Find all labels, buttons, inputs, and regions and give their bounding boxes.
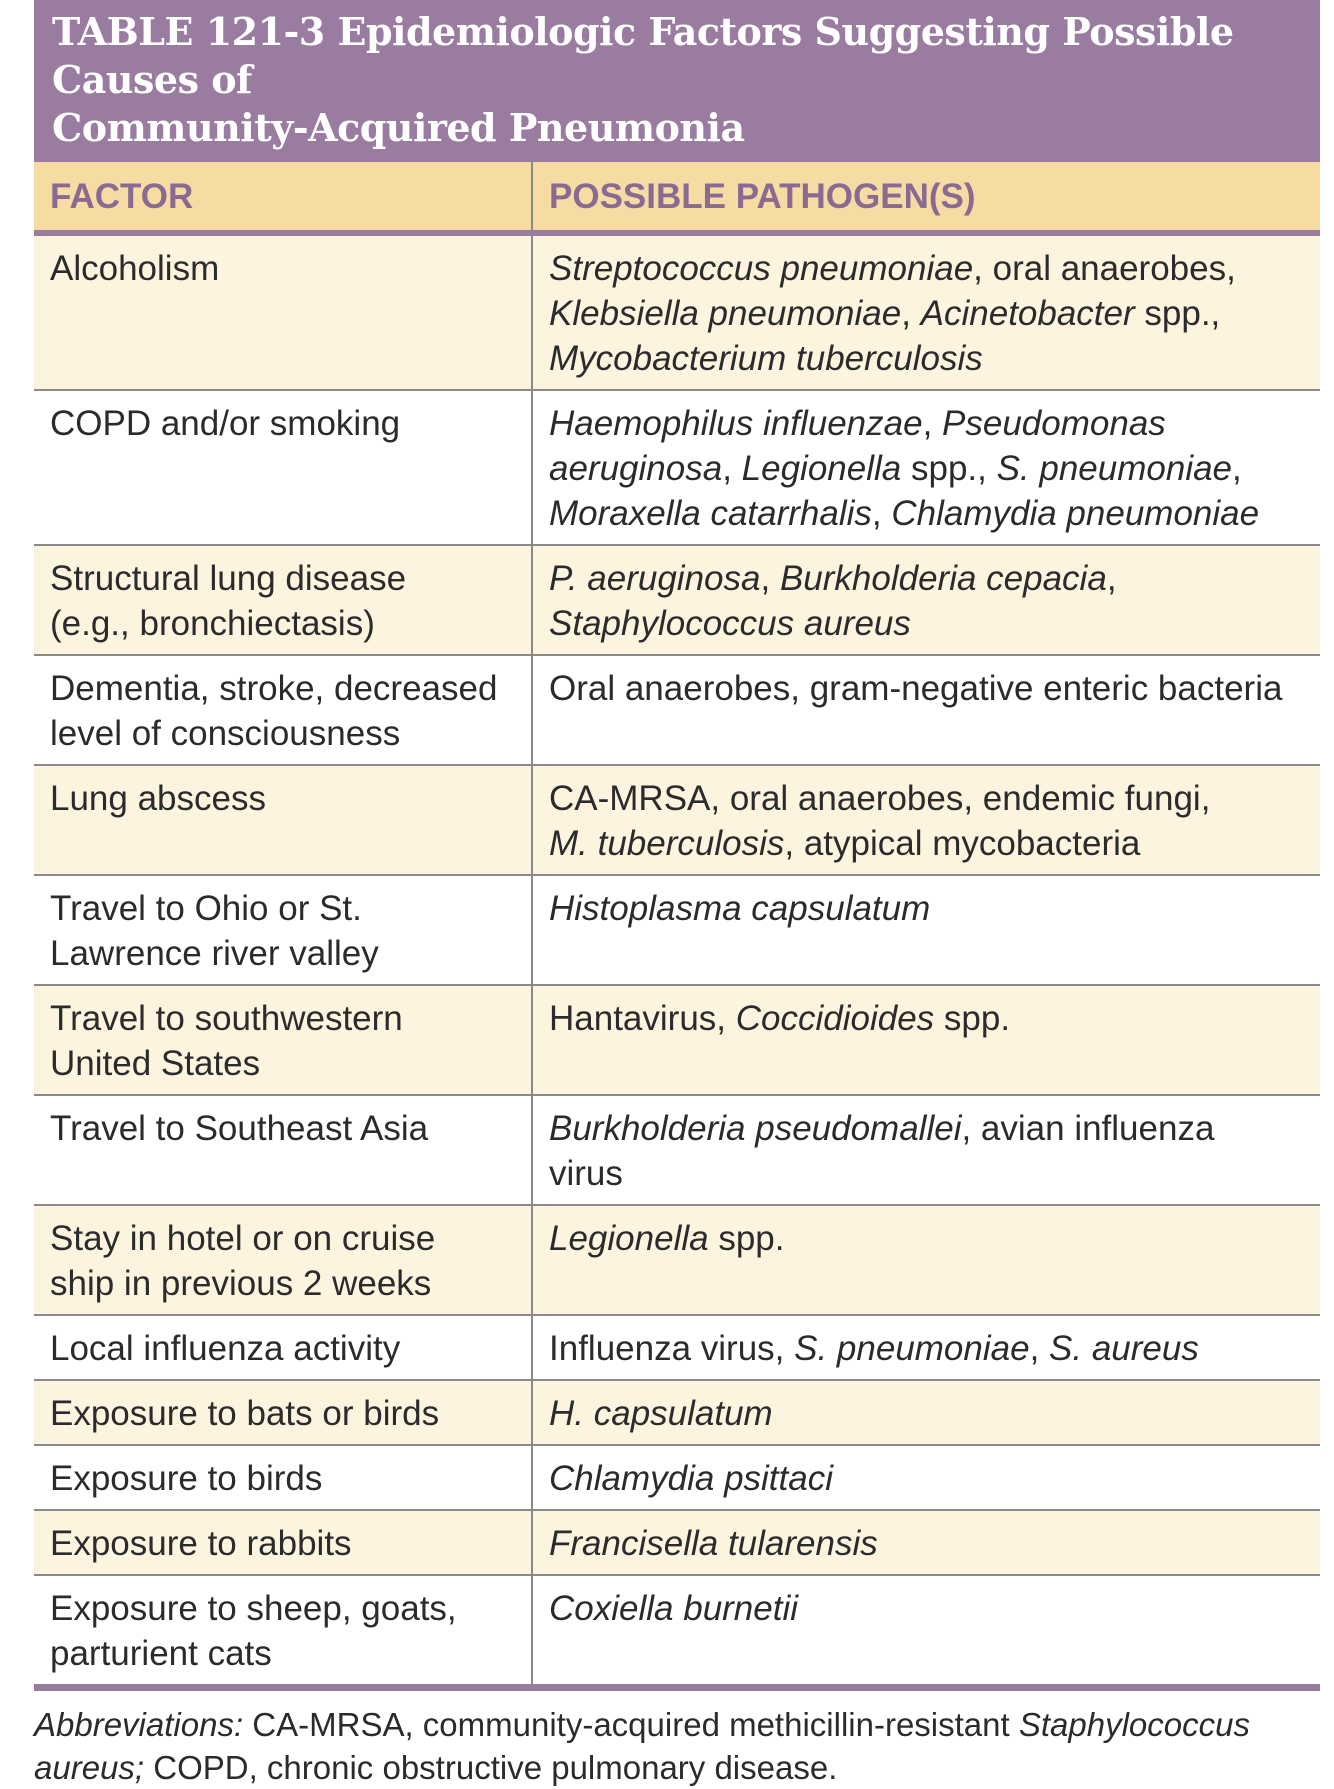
pathogen-name-italic: Haemophilus influenzae	[549, 404, 923, 443]
pathogens-line	[549, 1216, 1304, 1261]
pathogens-line	[549, 246, 1304, 291]
pathogen-name-italic: M. tuberculosis	[549, 824, 785, 863]
pathogens-line	[549, 1151, 1304, 1196]
factor-line: Exposure to rabbits	[50, 1524, 352, 1563]
pathogens-line	[549, 821, 1304, 866]
table-row	[34, 1575, 1320, 1688]
table-row	[34, 1095, 1320, 1205]
footnote-text: Abbreviations:	[34, 1706, 244, 1743]
factor-line: Stay in hotel or on cruise	[50, 1219, 436, 1258]
pathogens-cell	[532, 1575, 1320, 1688]
pathogen-name-italic: S. pneumoniae	[996, 449, 1233, 488]
factor-cell	[34, 1095, 532, 1205]
factor-line: Local influenza activity	[50, 1329, 401, 1368]
factor-cell	[34, 985, 532, 1095]
table-title-line-1: TABLE 121-3 Epidemiologic Factors Suggesting Possible Causes of	[52, 9, 1234, 102]
pathogen-name-italic: Moraxella catarrhalis	[549, 494, 872, 533]
pathogens-line	[549, 666, 1304, 711]
factor-cell	[34, 655, 532, 765]
factor-cell	[34, 390, 532, 545]
pathogen-text: ,	[760, 559, 780, 598]
factor-cell	[34, 233, 532, 390]
pathogen-name-italic: Staphylococcus aureus	[549, 604, 911, 643]
pathogens-cell	[532, 1315, 1320, 1380]
footnote-text: aureus;	[34, 1749, 145, 1786]
table-row	[34, 875, 1320, 985]
factor-cell	[34, 545, 532, 655]
factor-line: COPD and/or smoking	[50, 404, 401, 443]
pathogen-text: CA-MRSA, oral anaerobes, endemic fungi,	[549, 779, 1211, 818]
table-title-line-2: Community-Acquired Pneumonia	[52, 105, 745, 150]
table-row	[34, 1445, 1320, 1510]
pathogen-text: ,	[871, 494, 892, 533]
footnote-text: COPD, chronic obstructive pulmonary disease.	[144, 1749, 838, 1786]
pathogens-line	[549, 491, 1304, 536]
pathogen-name-italic: aeruginosa	[549, 449, 723, 488]
factor-line: Exposure to birds	[50, 1459, 323, 1498]
table-row	[34, 1510, 1320, 1575]
pathogen-text: spp.,	[901, 449, 997, 488]
pathogen-name-italic: Mycobacterium tuberculosis	[549, 339, 983, 378]
factor-line: United States	[50, 1044, 261, 1083]
pathogens-cell	[532, 390, 1320, 545]
pathogens-line	[549, 401, 1304, 446]
factor-line: Dementia, stroke, decreased	[50, 669, 498, 708]
pathogens-cell	[532, 545, 1320, 655]
footnote-line	[34, 1746, 1320, 1789]
table-row	[34, 1205, 1320, 1315]
pathogen-name-italic: Legionella	[549, 1219, 709, 1258]
pathogens-line	[549, 336, 1304, 381]
table-row	[34, 545, 1320, 655]
table-figure	[34, 0, 1320, 1789]
pathogen-name-italic: Legionella	[741, 449, 902, 488]
pathogen-text: ,	[722, 449, 742, 488]
table-row	[34, 765, 1320, 875]
pathogen-name-italic: Streptococcus pneumoniae	[549, 249, 974, 288]
pathogen-text: ,	[1232, 449, 1242, 488]
pathogen-text: , atypical mycobacteria	[784, 824, 1141, 863]
pathogen-text: , avian influenza	[961, 1109, 1215, 1148]
pathogen-name-italic: Burkholderia cepacia	[779, 559, 1107, 598]
table-row	[34, 233, 1320, 390]
pathogens-line	[549, 996, 1304, 1041]
pathogen-name-italic: Acinetobacter	[920, 294, 1135, 333]
factor-column-header: FACTOR	[34, 162, 532, 233]
factors-table	[34, 162, 1320, 1691]
pathogen-text: spp.,	[1134, 294, 1221, 333]
table-row	[34, 1315, 1320, 1380]
factor-line: Lawrence river valley	[50, 934, 379, 973]
table-row	[34, 985, 1320, 1095]
pathogens-cell	[532, 875, 1320, 985]
pathogens-cell	[532, 1095, 1320, 1205]
pathogens-line	[549, 601, 1304, 646]
pathogen-name-italic: P. aeruginosa	[549, 559, 761, 598]
factor-cell	[34, 1510, 532, 1575]
factor-line: Travel to southwestern	[50, 999, 403, 1038]
factor-line: Alcoholism	[50, 249, 220, 288]
pathogen-name-italic: S. aureus	[1049, 1329, 1199, 1368]
header-row	[34, 162, 1320, 233]
table-row	[34, 390, 1320, 545]
factor-line: ship in previous 2 weeks	[50, 1264, 432, 1303]
pathogen-name-italic: Pseudomonas	[942, 404, 1166, 443]
pathogen-name-italic: H. capsulatum	[549, 1394, 773, 1433]
pathogen-name-italic: S. pneumoniae	[794, 1329, 1030, 1368]
abbreviations-footnote	[34, 1691, 1320, 1789]
factor-cell	[34, 1445, 532, 1510]
pathogens-line	[549, 446, 1304, 491]
pathogens-line	[549, 886, 1304, 931]
table-body	[34, 233, 1320, 1688]
footnote-text: CA-MRSA, community-acquired methicillin-resistant	[243, 1706, 1019, 1743]
pathogens-cell	[532, 1510, 1320, 1575]
pathogens-line	[549, 1586, 1304, 1631]
pathogens-cell	[532, 985, 1320, 1095]
factor-cell	[34, 1380, 532, 1445]
pathogens-line	[549, 776, 1304, 821]
pathogen-name-italic: Klebsiella pneumoniae	[549, 294, 902, 333]
footnote-line	[34, 1703, 1320, 1746]
pathogen-text: virus	[549, 1154, 623, 1193]
pathogens-line	[549, 556, 1304, 601]
pathogens-line	[549, 291, 1304, 336]
factor-cell	[34, 765, 532, 875]
factor-line: Structural lung disease	[50, 559, 407, 598]
pathogen-text: , oral anaerobes,	[973, 249, 1236, 288]
factor-line: Exposure to sheep, goats,	[50, 1589, 457, 1628]
pathogens-cell	[532, 1205, 1320, 1315]
pathogens-line	[549, 1326, 1304, 1371]
table-title	[34, 0, 1320, 162]
factor-line: Travel to Ohio or St.	[50, 889, 362, 928]
table-row	[34, 1380, 1320, 1445]
pathogen-name-italic: Francisella tularensis	[549, 1524, 878, 1563]
pathogens-cell	[532, 655, 1320, 765]
factor-cell	[34, 1315, 532, 1380]
factor-cell	[34, 1205, 532, 1315]
footnote-text: Staphylococcus	[1018, 1706, 1250, 1743]
pathogen-text: ,	[1029, 1329, 1050, 1368]
pathogens-line	[549, 1456, 1304, 1501]
factor-line: Exposure to bats or birds	[50, 1394, 440, 1433]
pathogen-name-italic: Histoplasma capsulatum	[549, 889, 931, 928]
pathogen-name-italic: Chlamydia psittaci	[549, 1459, 833, 1498]
factor-cell	[34, 1575, 532, 1688]
pathogen-name-italic: Coccidioides	[735, 999, 935, 1038]
pathogens-cell	[532, 1445, 1320, 1510]
pathogen-text: ,	[1106, 559, 1117, 598]
pathogen-name-italic: Coxiella burnetii	[549, 1589, 799, 1628]
pathogen-name-italic: Chlamydia pneumoniae	[891, 494, 1260, 533]
factor-line: (e.g., bronchiectasis)	[50, 604, 375, 643]
pathogen-text: Oral anaerobes, gram-negative enteric bacteria	[549, 669, 1283, 708]
pathogen-name-italic: Burkholderia pseudomallei	[549, 1109, 962, 1148]
pathogens-line	[549, 1391, 1304, 1436]
pathogens-cell	[532, 765, 1320, 875]
pathogen-text: Influenza virus,	[549, 1329, 795, 1368]
pathogens-cell	[532, 233, 1320, 390]
factor-line: parturient cats	[50, 1634, 272, 1673]
pathogens-cell	[532, 1380, 1320, 1445]
pathogens-line	[549, 1106, 1304, 1151]
factor-line: Travel to Southeast Asia	[50, 1109, 429, 1148]
pathogen-text: spp.	[708, 1219, 785, 1258]
pathogens-column-header: POSSIBLE PATHOGEN(S)	[532, 162, 1320, 233]
table-row	[34, 655, 1320, 765]
factor-line: level of consciousness	[50, 714, 401, 753]
pathogen-text: spp.	[934, 999, 1011, 1038]
pathogen-text: ,	[922, 404, 943, 443]
pathogen-text: ,	[901, 294, 921, 333]
factor-cell	[34, 875, 532, 985]
pathogen-text: Hantavirus,	[549, 999, 736, 1038]
pathogens-line	[549, 1521, 1304, 1566]
factor-line: Lung abscess	[50, 779, 266, 818]
